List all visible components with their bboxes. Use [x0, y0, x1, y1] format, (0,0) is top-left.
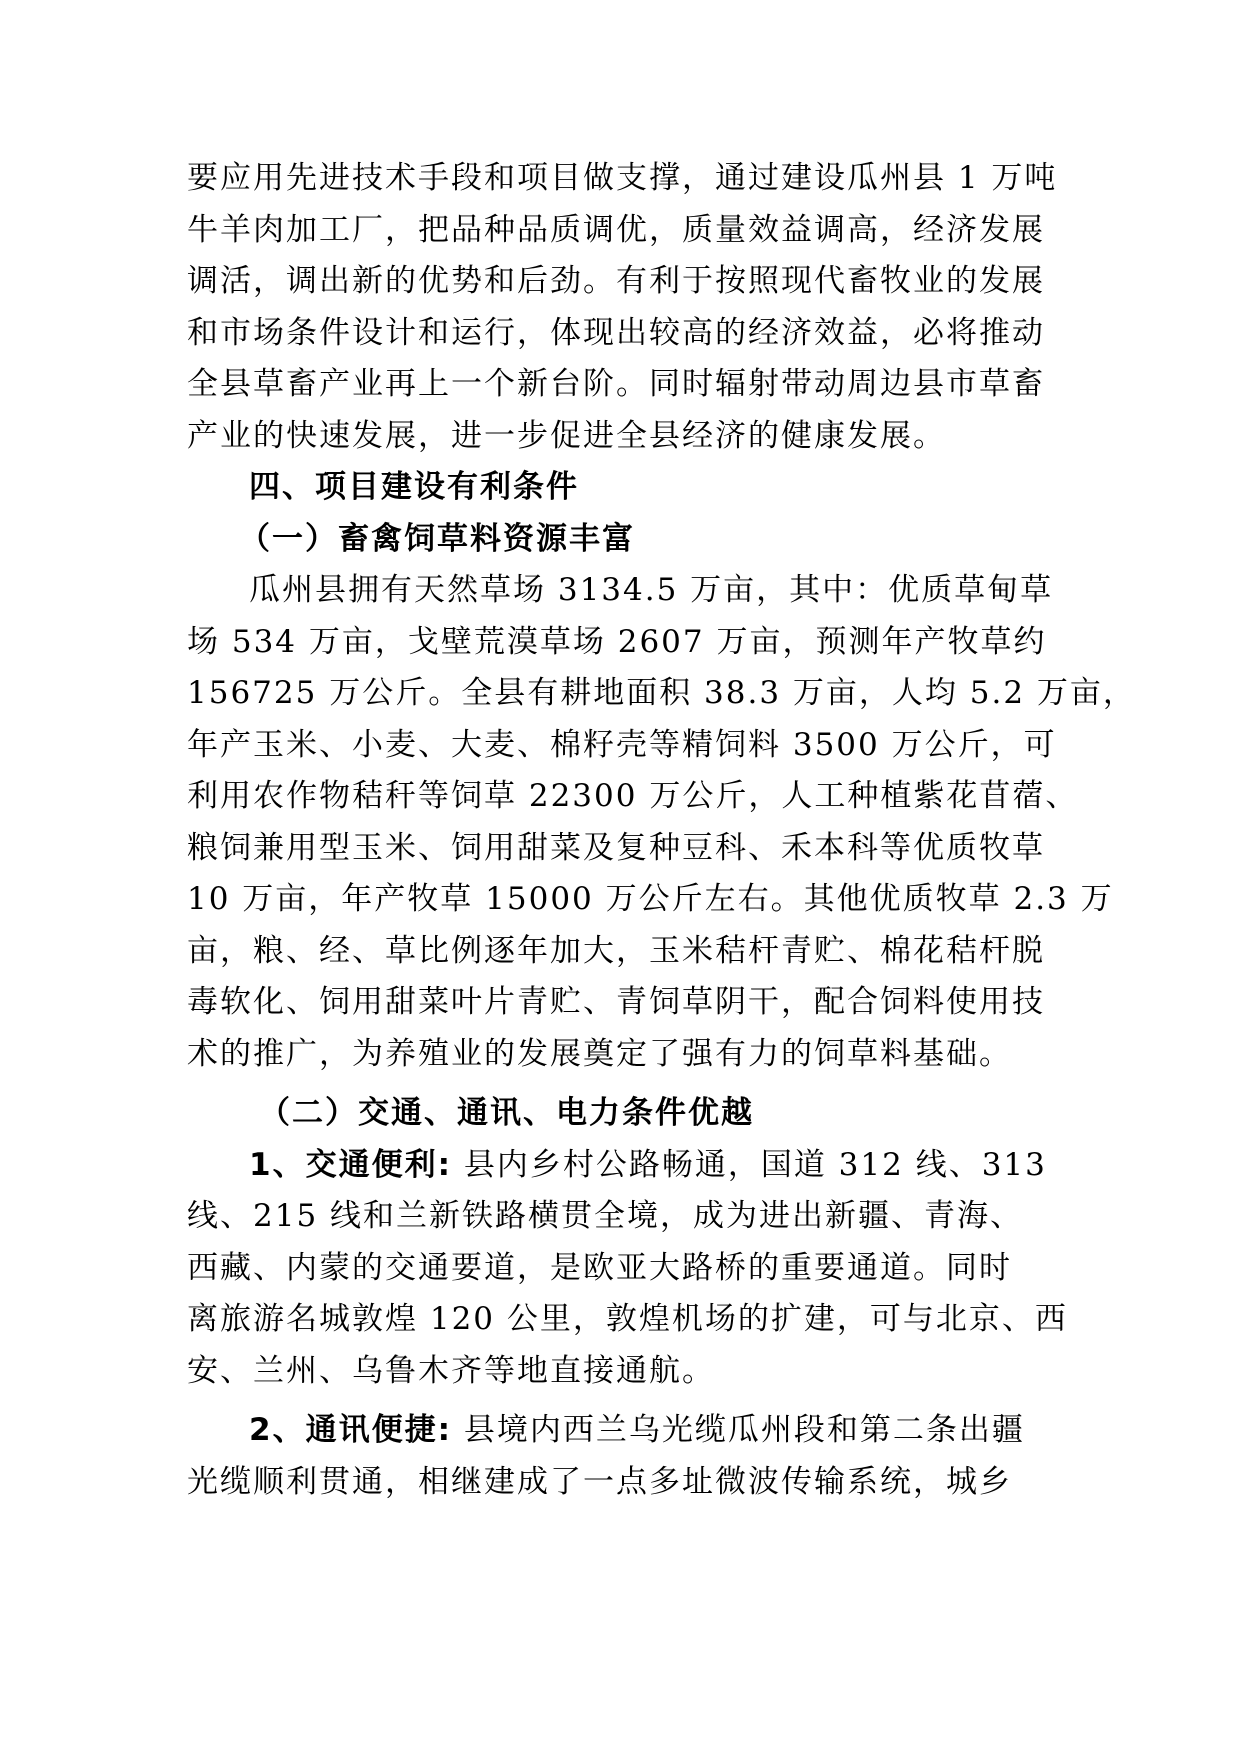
text-line: 场 534 万亩，戈壁荒漠草场 2607 万亩，预测年产牧草约: [187, 623, 1047, 660]
paragraph-feed-resources: [187, 565, 1136, 1080]
text-line: 利用农作物秸秆等饲草 22300 万公斤，人工种植紫花苜蓿、: [187, 778, 1079, 814]
text-line: 西藏、内蒙的交通要道，是欧亚大路桥的重要通道。同时: [187, 1249, 1012, 1286]
text-line: 年产玉米、小麦、大麦、棉籽壳等精饲料 3500 万公斤，可: [187, 726, 1057, 763]
document-body: [187, 153, 1136, 1508]
text-line: [187, 1140, 1067, 1192]
text-line: 产业的快速发展，进一步促进全县经济的健康发展。: [187, 417, 946, 454]
text-line: 全县草畜产业再上一个新台阶。同时辐射带动周边县市草畜: [187, 366, 1045, 402]
paragraph-transport: [187, 1140, 1067, 1398]
text-line: 和市场条件设计和运行，体现出较高的经济效益，必将推动: [187, 314, 1045, 351]
text-line: 156725 万公斤。全县有耕地面积 38.3 万亩，人均 5.2 万亩，: [187, 675, 1136, 711]
text-line: 安、兰州、乌鲁木齐等地直接通航。: [187, 1352, 715, 1389]
text-span: 县内乡村公路畅通，国道 312 线、313: [451, 1146, 1047, 1183]
paragraph-lead: 1、交通便利:: [249, 1146, 452, 1183]
subsection-heading-infrastructure: （二）交通、通讯、电力条件优越: [259, 1095, 754, 1131]
text-line: 要应用先进技术手段和项目做支撑，通过建设瓜州县 1 万吨: [187, 160, 1058, 196]
text-line: 光缆顺利贯通，相继建成了一点多址微波传输系统，城乡: [187, 1463, 1012, 1500]
paragraph-lead: 2、通讯便捷:: [249, 1412, 452, 1448]
subsection-heading-feed: （一）畜禽饲草料资源丰富: [239, 520, 635, 557]
text-line: [187, 1405, 1067, 1457]
paragraph-communication: [187, 1405, 1067, 1508]
text-line: 10 万亩，年产牧草 15000 万公斤左右。其他优质牧草 2.3 万: [187, 881, 1114, 917]
text-span: 县境内西兰乌光缆瓜州段和第二条出疆: [451, 1412, 1025, 1448]
section-heading: 四、项目建设有利条件: [249, 469, 579, 505]
text-line: 牛羊肉加工厂，把品种品质调优，质量效益调高，经济发展: [187, 211, 1045, 248]
text-line: 调活，调出新的优势和后劲。有利于按照现代畜牧业的发展: [187, 263, 1045, 299]
text-line: 术的推广，为养殖业的发展奠定了强有力的饲草料基础。: [187, 1035, 1012, 1072]
text-line: 线、215 线和兰新铁路横贯全境，成为进出新疆、青海、: [187, 1198, 1024, 1234]
text-line: 离旅游名城敦煌 120 公里，敦煌机场的扩建，可与北京、西: [187, 1301, 1068, 1337]
text-line: 毒软化、饲用甜菜叶片青贮、青饲草阴干，配合饲料使用技: [187, 984, 1045, 1020]
paragraph-intro: [187, 153, 1067, 462]
text-line: 瓜州县拥有天然草场 3134.5 万亩，其中：优质草甸草: [249, 572, 1054, 608]
text-line: 亩，粮、经、草比例逐年加大，玉米秸杆青贮、棉花秸杆脱: [187, 932, 1045, 969]
text-line: 粮饲兼用型玉米、饲用甜菜及复种豆科、禾本科等优质牧草: [187, 829, 1045, 866]
